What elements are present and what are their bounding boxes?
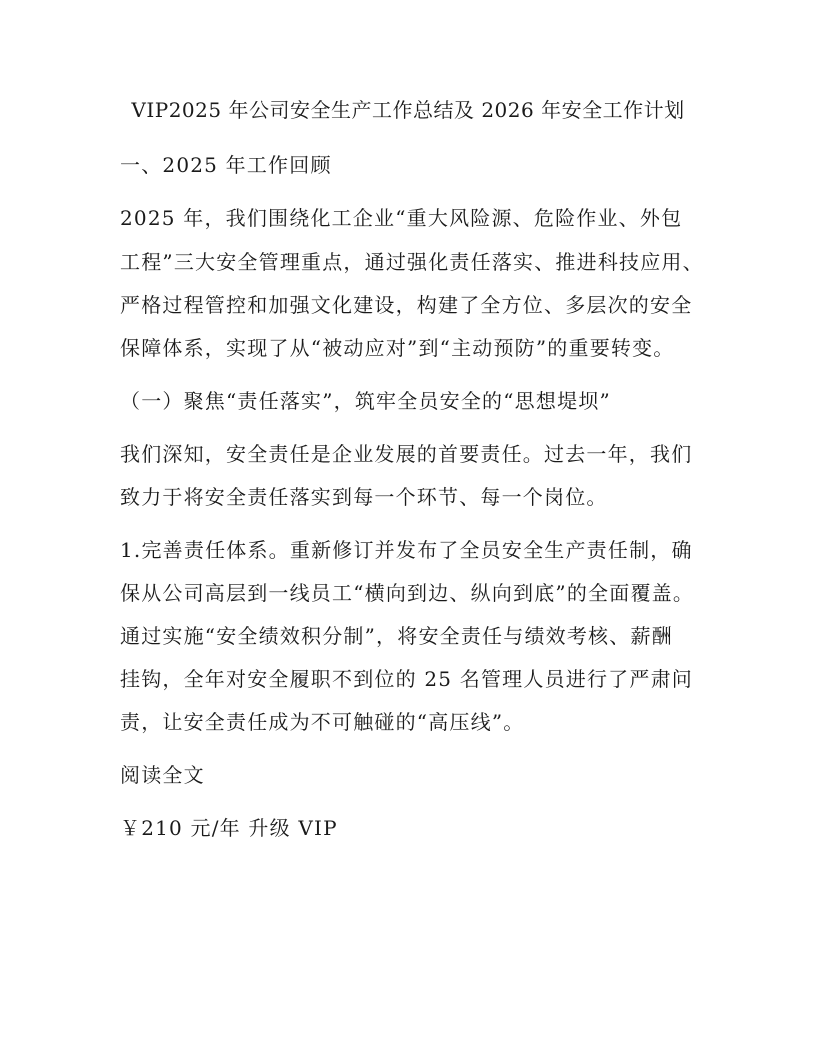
read-more-link[interactable]: 阅读全文 [120,763,205,787]
paragraph-line: 致力于将安全责任落实到每一个环节、每一个岗位。 [120,485,608,509]
subsection-heading: （一）聚焦“责任落实”，筑牢全员安全的“思想堤坝” [120,389,611,413]
paragraph-line: 1.完善责任体系。重新修订并发布了全员安全生产责任制，确 [120,538,693,562]
paragraph-line: 工程”三大安全管理重点，通过强化责任落实、推进科技应用、 [120,250,704,274]
paragraph-line: 严格过程管控和加强文化建设，构建了全方位、多层次的安全 [120,293,693,317]
paragraph-line: 保障体系，实现了从“被动应对”到“主动预防”的重要转变。 [120,336,675,360]
paragraph-line: 挂钩，全年对安全履职不到位的 25 名管理人员进行了严肃问 [120,667,693,691]
paragraph-line: 通过实施“安全绩效积分制”，将安全责任与绩效考核、薪酬 [120,624,673,648]
paragraph-line: 2025 年，我们围绕化工企业“重大风险源、危险作业、外包 [120,206,683,230]
section-heading: 一、2025 年工作回顾 [120,153,332,177]
paragraph-line: 责，让安全责任成为不可触碰的“高压线”。 [120,710,525,734]
paragraph-line: 保从公司高层到一线员工“横向到边、纵向到底”的全面覆盖。 [120,581,695,605]
document-title: VIP2025 年公司安全生产工作总结及 2026 年安全工作计划 [131,98,685,122]
upgrade-vip-link[interactable]: ￥210 元/年 升级 VIP [120,816,338,840]
paragraph-line: 我们深知，安全责任是企业发展的首要责任。过去一年，我们 [120,442,693,466]
